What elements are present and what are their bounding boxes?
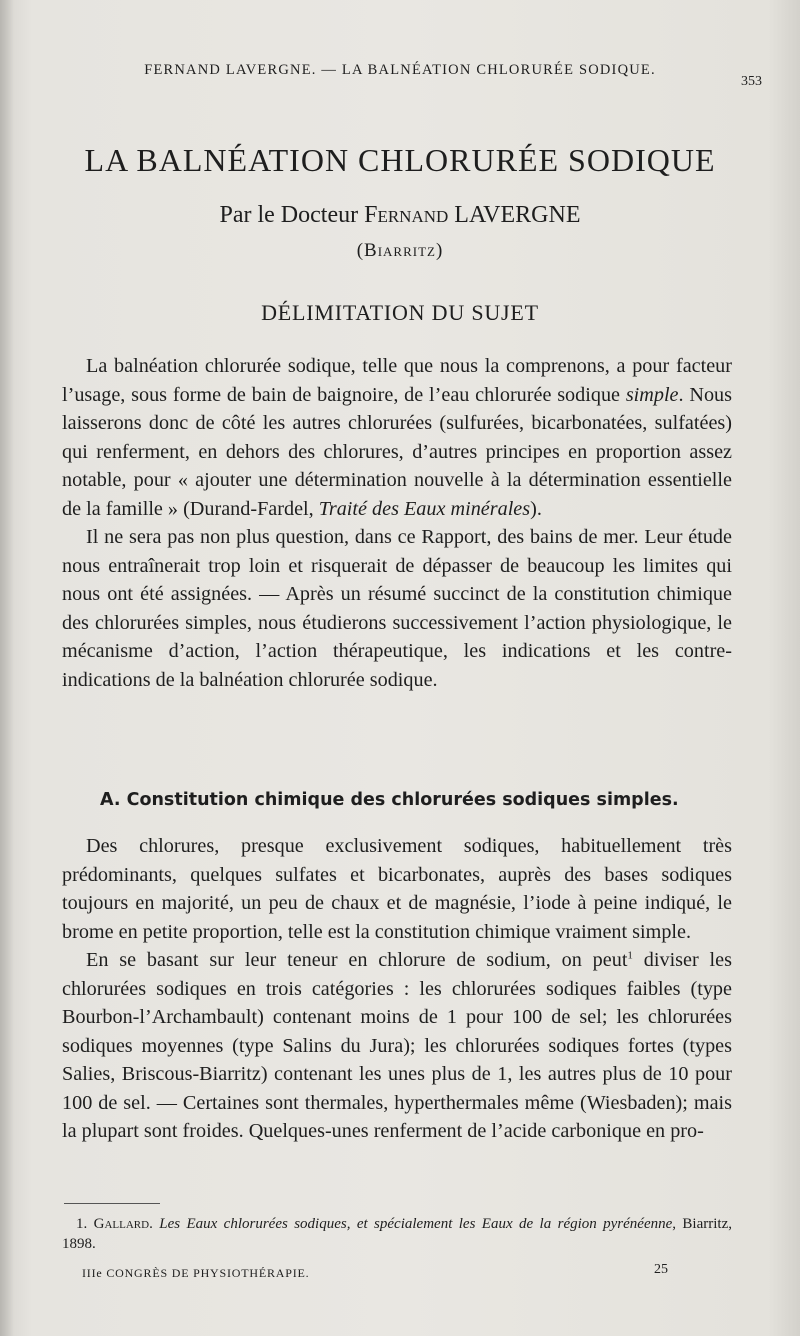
byline-prefix: Par le Docteur <box>219 202 365 228</box>
footer-signature: IIIe CONGRÈS DE PHYSIOTHÉRAPIE. <box>82 1266 310 1280</box>
page-number: 353 <box>741 74 762 89</box>
footnote-rest: , Biarritz, 1898. <box>62 1216 732 1252</box>
paragraph-3: Des chlorures, presque exclusivement sodiques, habituellement très prédominants, quelques sulfates et bicarbonates, auprès des bases sodiques toujours en majorité, un peu de chaux et de magnésie, l’iode à peine indiqué, le brome en petite proportion, telle est la constitution chimique vraiment simple. <box>62 835 732 943</box>
subsection-heading: A. Constitution chimique des chlorurées sodiques simples. <box>100 790 679 810</box>
author-last-name: LAVERGNE <box>448 202 581 228</box>
section-heading: DÉLIMITATION DU SUJET <box>261 300 539 325</box>
author-affiliation: (Biarritz) <box>356 240 444 261</box>
footnote-author: Gallard. <box>93 1216 153 1232</box>
paragraph-1-italic-a: simple <box>625 383 679 406</box>
running-head: FERNAND LAVERGNE. — LA BALNÉATION CHLORURÉE SODIQUE. <box>144 62 656 78</box>
byline <box>0 202 800 229</box>
footnote-divider <box>64 1203 160 1204</box>
paragraph-4-text-b: diviser les chlorurées sodiques en trois catégories : les chlorurées sodiques faibles (type Bourbon-l’Archambault) contenant moins de 1 pour 100 de sel; les chlorurées sodiques moyennes (type Salins du Jura); les chlorurées sodiques fortes (types Salies, Briscous-Biarritz) contenant les unes plus de 1, les autres plus de 10 pour 100 de sel. — Certaines sont thermales, hyperthermales même (Wiesbaden); mais la plupart sont froides. Quelques-unes renferment de l’acide carbonique en pro- <box>62 949 732 1142</box>
paragraph-1-text-a: La balnéation chlorurée sodique, telle que nous la comprenons, a pour facteur l’usage, sous forme de bain de baignoire, de l’eau chlorurée sodique <box>62 355 732 406</box>
article-title: LA BALNÉATION CHLORURÉE SODIQUE <box>84 142 716 178</box>
footnote-reference: 1 <box>627 949 633 962</box>
footnote-number: 1. <box>76 1216 94 1232</box>
paragraph-1 <box>62 352 732 523</box>
footnote <box>62 1214 732 1254</box>
paragraph-1-italic-b: Traité des Eaux minérales <box>318 497 531 520</box>
paragraph-4 <box>62 946 732 1146</box>
footer-signature-number: 25 <box>654 1262 668 1277</box>
paragraph-1-text-c: ). <box>530 497 542 520</box>
author-first-name: Fernand <box>364 202 449 228</box>
paragraph-2: Il ne sera pas non plus question, dans ce Rapport, des bains de mer. Leur étude nous entraînerait trop loin et risquerait de dépasser de beaucoup les limites qui nous ont été assignées. — Après un résumé succinct de la constitution chimique des chlorurées simples, nous étudierons successivement l’action physiologique, le mécanisme d’action, l’action thérapeutique, les indications et les contre-indications de la balnéation chlorurée sodique. <box>62 526 732 691</box>
body-text-block-2 <box>62 832 732 1146</box>
body-text-block-1 <box>62 352 732 694</box>
paragraph-4-text-a: En se basant sur leur teneur en chlorure de sodium, on peut <box>86 949 628 971</box>
footnote-title: Les Eaux chlorurées sodiques, et spécialement les Eaux de la région pyrénéenne <box>152 1216 673 1232</box>
paragraph-1-text-b: . Nous laisserons donc de côté les autres chlorurées (sulfurées, bicarbonatées, sulfatées) qui renferment, en dehors des chlorures, d’autres principes en proportion assez notable, pour « ajouter une détermination nouvelle à la détermination essentielle de la famille » (Durand-Fardel, <box>62 383 733 520</box>
